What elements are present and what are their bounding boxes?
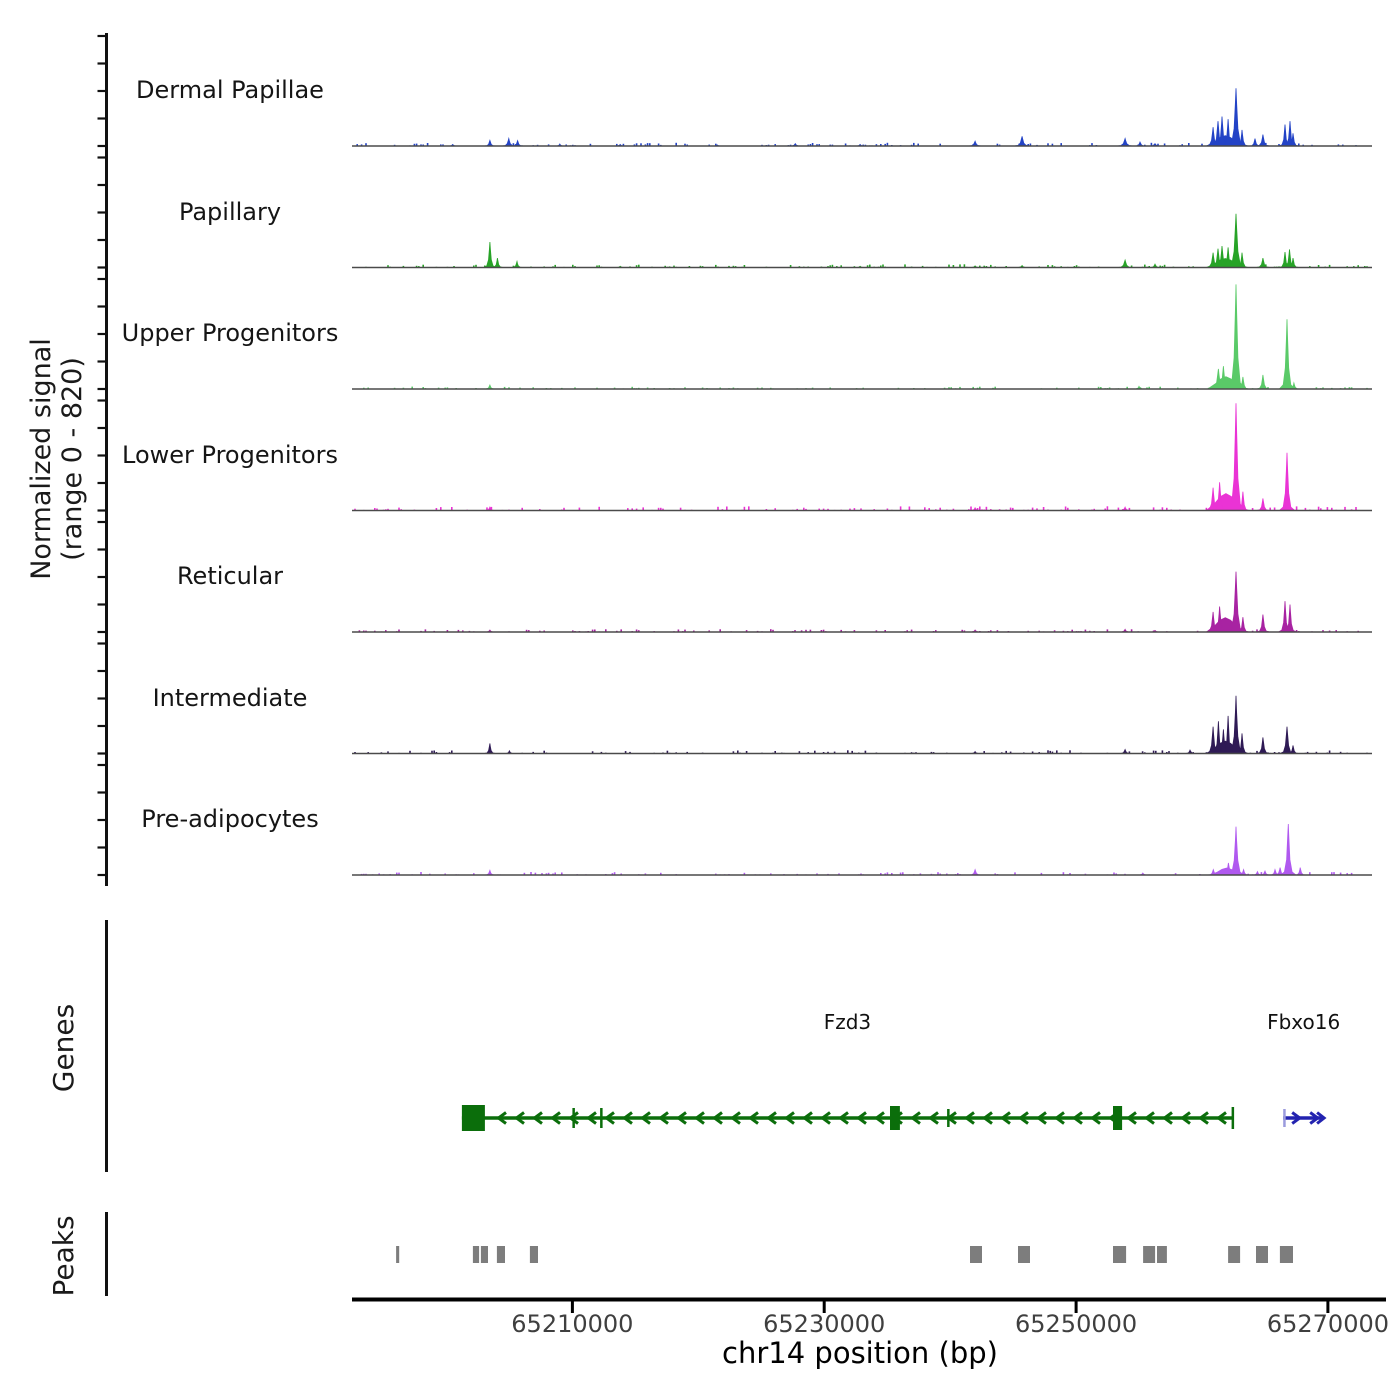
gene-label-fzd3: Fzd3 <box>823 1010 872 1034</box>
x-axis-title: chr14 position (bp) <box>722 1336 998 1370</box>
track-label-dermal-papillae: Dermal Papillae <box>136 76 324 104</box>
track-label-lower-progenitors: Lower Progenitors <box>122 440 338 469</box>
y-axis-label-line1: Normalized signal <box>26 338 57 580</box>
peak-regions <box>396 1246 1293 1263</box>
y-axis-label <box>26 289 88 629</box>
genes-section-label: Genes <box>47 1003 80 1093</box>
x-tick-label-65270000: 65270000 <box>1266 1310 1389 1338</box>
track-label-papillary: Papillary <box>178 197 282 226</box>
peaks-section-label: Peaks <box>47 1215 80 1297</box>
y-axis-label-line2: (range 0 - 820) <box>57 357 88 561</box>
track-label-pre-adipocytes: Pre-adipocytes <box>141 805 319 833</box>
track-label-intermediate: Intermediate <box>152 683 308 712</box>
x-tick-label-65210000: 65210000 <box>511 1310 634 1338</box>
x-tick-label-65230000: 65230000 <box>763 1310 886 1338</box>
track-label-reticular: Reticular <box>176 562 284 590</box>
gene-model-fzd3 <box>462 1105 1234 1131</box>
gene-label-fbxo16: Fbxo16 <box>1267 1010 1341 1034</box>
track-label-upper-progenitors: Upper Progenitors <box>121 319 339 347</box>
gene-model-fbxo16 <box>1283 1109 1324 1127</box>
x-tick-label-65250000: 65250000 <box>1014 1310 1138 1338</box>
